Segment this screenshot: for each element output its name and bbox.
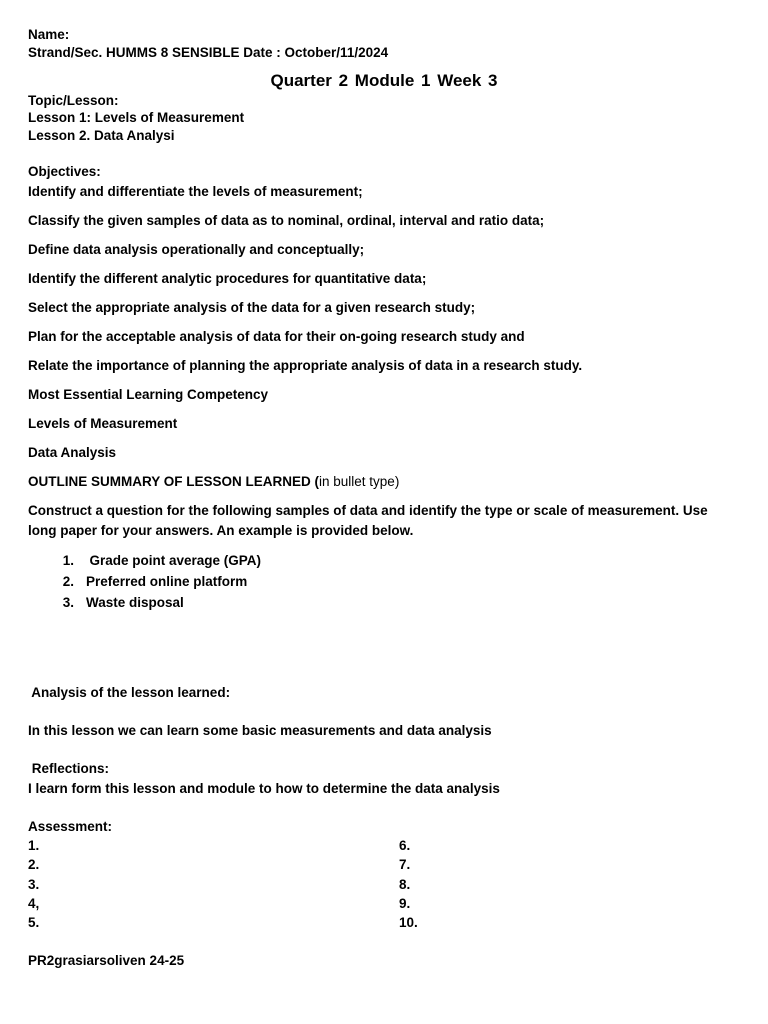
list-item — [28, 571, 261, 592]
outline-label: OUTLINE SUMMARY OF LESSON LEARNED ( — [28, 474, 320, 489]
assessment-row — [28, 837, 740, 856]
name-label: Name: — [28, 27, 70, 42]
objective-item: Plan for the acceptable analysis of data for their on-going research study and — [28, 329, 525, 344]
assessment-number: 7. — [399, 857, 411, 872]
objective-item: Identify the different analytic procedures for quantitative data; — [28, 271, 427, 286]
list-item — [28, 592, 261, 613]
competency-item: Levels of Measurement — [28, 416, 178, 431]
assessment-number: 1. — [28, 838, 40, 853]
list-text: Grade point average (GPA) — [82, 552, 262, 568]
competency-item: Data Analysis — [28, 445, 117, 460]
assessment-number: 5. — [28, 915, 40, 930]
reflections-label: Reflections: — [28, 761, 110, 776]
list-item — [28, 550, 261, 571]
lesson-2: Lesson 2. Data Analysi — [28, 128, 175, 143]
objective-item: Relate the importance of planning the appropriate analysis of data in a research study. — [28, 358, 583, 373]
assessment-number: 2. — [28, 857, 40, 872]
assessment-number: 9. — [399, 896, 411, 911]
list-text: Waste disposal — [86, 594, 184, 610]
outline-note: in bullet type) — [319, 474, 400, 489]
assessment-number: 3. — [28, 877, 40, 892]
analysis-label: Analysis of the lesson learned: — [28, 685, 231, 700]
assessment-number: 10. — [399, 915, 418, 930]
assessment-number: 6. — [399, 838, 411, 853]
reflections-text: I learn form this lesson and module to how to determine the data analysis — [28, 781, 500, 796]
assessment-row — [28, 914, 740, 933]
assessment-number: 8. — [399, 877, 411, 892]
objective-item: Select the appropriate analysis of the data for a given research study; — [28, 300, 476, 315]
assessment-row — [28, 856, 740, 875]
objective-item: Identify and differentiate the levels of measurement; — [28, 184, 363, 199]
footer-text: PR2grasiarsoliven 24-25 — [28, 953, 185, 968]
list-text: Preferred online platform — [86, 573, 248, 589]
assessment-label: Assessment: — [28, 819, 113, 834]
competency-label: Most Essential Learning Competency — [28, 387, 269, 402]
list-number: 2. — [62, 573, 74, 589]
objectives-label: Objectives: — [28, 164, 101, 179]
objective-item: Define data analysis operationally and conceptually; — [28, 242, 365, 257]
assessment-row — [28, 876, 740, 895]
outline-heading — [28, 473, 399, 491]
assessment-number: 4, — [28, 896, 40, 911]
list-number: 1. — [62, 552, 74, 568]
strand-date-line: Strand/Sec. HUMMS 8 SENSIBLE Date : October/11/2024 — [28, 45, 389, 60]
assessment-row — [28, 895, 740, 914]
question-list — [28, 550, 261, 613]
instruction-text: Construct a question for the following samples of data and identify the type or scale of measurement. Use long paper for your answers. An example is provided below. — [28, 503, 708, 538]
lesson-1: Lesson 1: Levels of Measurement — [28, 110, 245, 125]
page-title: Quarter 2 Module 1 Week 3 — [270, 71, 498, 90]
analysis-text: In this lesson we can learn some basic measurements and data analysis — [28, 723, 492, 738]
list-number: 3. — [62, 594, 74, 610]
topic-label: Topic/Lesson: — [28, 93, 119, 108]
objective-item: Classify the given samples of data as to nominal, ordinal, interval and ratio data; — [28, 213, 545, 228]
